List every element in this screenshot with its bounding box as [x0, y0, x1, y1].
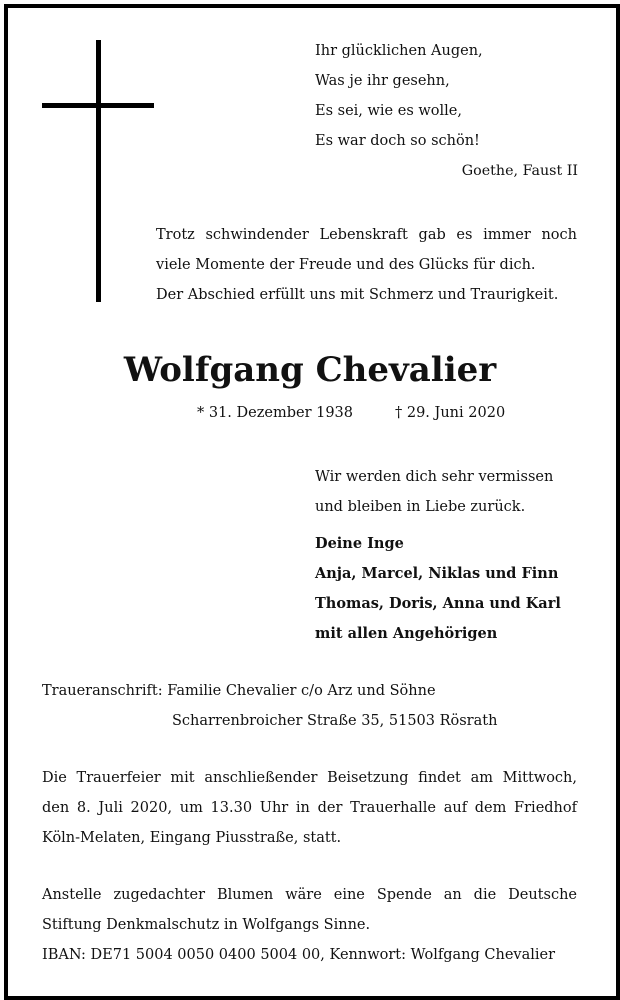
donation-line: Stiftung Denkmalschutz in Wolfgangs Sinne.: [42, 917, 371, 933]
cross-horizontal-bar: [42, 103, 154, 108]
poem-line: Ihr glücklichen Augen,: [315, 43, 483, 59]
poem-line: Was je ihr gesehn,: [315, 73, 450, 89]
death-date: † 29. Juni 2020: [395, 405, 506, 421]
donation-line: Anstelle zugedachter Blumen wäre eine Spende an die Deutsche: [42, 887, 577, 903]
family-member-line: Anja, Marcel, Niklas und Finn: [315, 565, 559, 582]
family-member-line: Thomas, Doris, Anna und Karl: [315, 595, 561, 612]
cross-vertical-bar: [96, 40, 101, 302]
ceremony-line: den 8. Juli 2020, um 13.30 Uhr in der Trauerhalle auf dem Friedhof: [42, 800, 577, 816]
poem-line: Es war doch so schön!: [315, 133, 480, 149]
family-member-line: mit allen Angehörigen: [315, 625, 498, 642]
intro-line: viele Momente der Freude und des Glücks für dich.: [156, 257, 536, 273]
deceased-name: Wolfgang Chevalier: [123, 350, 497, 390]
poem-line: Es sei, wie es wolle,: [315, 103, 462, 119]
intro-line: Der Abschied erfüllt uns mit Schmerz und Traurigkeit.: [156, 287, 559, 303]
farewell-line: Wir werden dich sehr vermissen: [315, 469, 554, 485]
donation-line: IBAN: DE71 5004 0050 0400 5004 00, Kennwort: Wolfgang Chevalier: [42, 947, 556, 963]
birth-date: * 31. Dezember 1938: [197, 405, 354, 421]
address-label-line: Traueranschrift: Familie Chevalier c/o Arz und Söhne: [42, 683, 436, 699]
intro-line: Trotz schwindender Lebenskraft gab es immer noch: [156, 227, 577, 243]
address-street-line: Scharrenbroicher Straße 35, 51503 Rösrath: [172, 713, 498, 729]
ceremony-line: Köln-Melaten, Eingang Piusstraße, statt.: [42, 830, 342, 846]
ceremony-line: Die Trauerfeier mit anschließender Beisetzung findet am Mittwoch,: [42, 770, 577, 786]
poem-source: Goethe, Faust II: [461, 163, 578, 179]
farewell-line: und bleiben in Liebe zurück.: [315, 499, 526, 515]
family-member-line: Deine Inge: [315, 535, 404, 552]
